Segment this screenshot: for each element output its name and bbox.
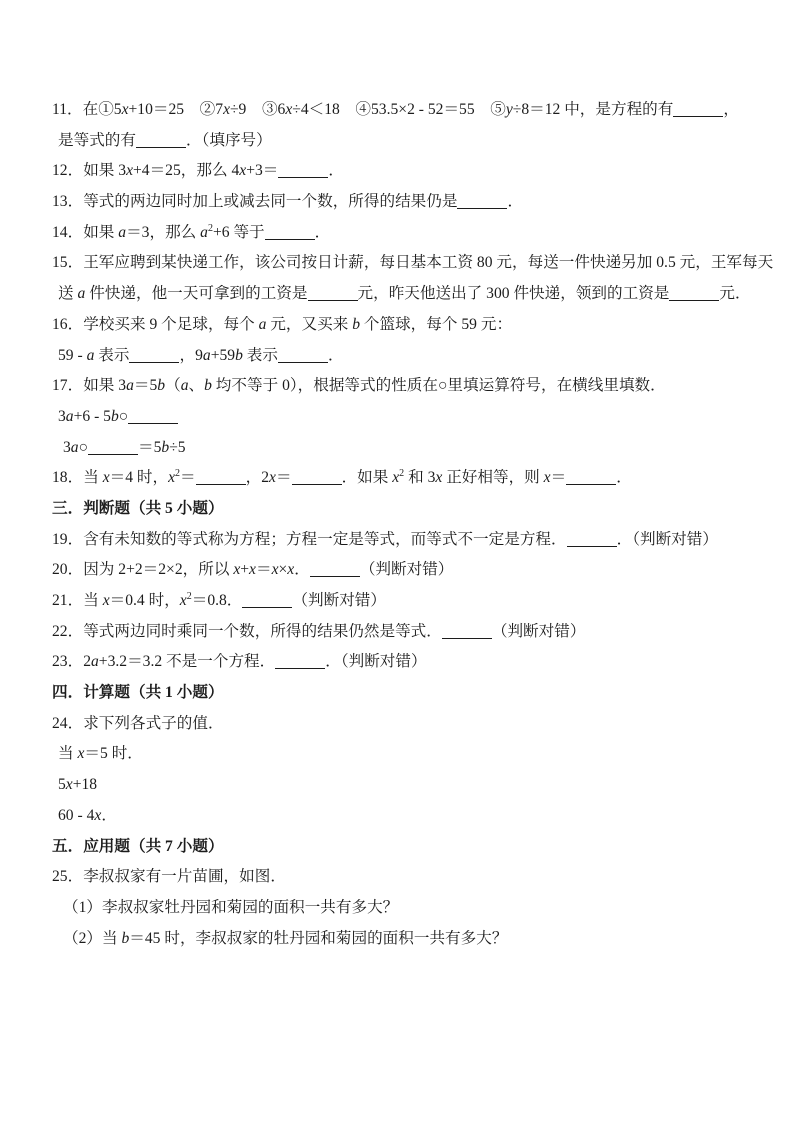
text-run: 59 - — [58, 346, 87, 364]
text-run: + — [240, 561, 250, 579]
text-run: ○ — [78, 438, 89, 456]
text-run: ． — [314, 223, 331, 241]
math-variable: a — [258, 315, 267, 333]
text-run: ． — [328, 162, 344, 180]
text-run: 5 — [58, 776, 66, 794]
math-variable: x — [94, 806, 102, 824]
text-run: ＝ — [180, 469, 196, 487]
superscript: 2 — [399, 468, 405, 480]
document-line — [0, 279, 793, 310]
math-variable: a — [77, 285, 86, 303]
text-run: +59 — [210, 346, 236, 364]
fill-in-blank — [242, 606, 292, 608]
fill-in-blank — [88, 453, 138, 455]
section-heading — [0, 678, 793, 709]
text-run: 13．等式的两边同时加上或减去同一个数，所得的结果仍是 — [52, 193, 458, 211]
superscript: 2 — [186, 590, 192, 602]
text-run: （ — [165, 377, 181, 395]
text-run: 和 3 — [404, 469, 436, 487]
text-run: ． — [294, 561, 310, 579]
math-variable: b — [157, 377, 166, 395]
document-line — [0, 248, 793, 279]
text-run: +18 — [72, 776, 98, 794]
text-run: ． — [507, 193, 524, 211]
math-variable: a — [180, 377, 189, 395]
fill-in-blank — [278, 361, 328, 363]
document-line — [0, 341, 793, 372]
text-run: ＝ — [550, 469, 567, 487]
text-run: 3 — [63, 438, 71, 456]
math-variable: b — [161, 438, 170, 456]
text-run: 元，又买来 — [266, 315, 353, 333]
document-line — [0, 156, 793, 187]
document-body — [0, 95, 793, 954]
document-line — [0, 617, 793, 648]
text-run: 元，昨天他送出了 300 件快递，领到的工资是 — [357, 285, 670, 303]
text-run: 3 — [58, 407, 66, 425]
text-run: ＝0.8． — [191, 592, 243, 609]
math-variable: x — [168, 469, 176, 487]
text-run: 正好相等，则 — [442, 469, 544, 487]
text-run: ÷4＜18 ④53.5×2 - 52＝55 ⑤ — [292, 101, 506, 118]
text-run: ＝0.4 时， — [109, 592, 180, 609]
document-line — [0, 95, 793, 126]
text-run: 21．当 — [52, 592, 103, 609]
math-variable: a — [65, 407, 74, 425]
text-run: ，9 — [179, 346, 203, 364]
text-run: 是等式的有 — [58, 131, 136, 149]
document-line — [0, 525, 793, 556]
section-heading — [0, 832, 793, 863]
text-run: 五．应用题（共 7 小题） — [52, 837, 224, 855]
text-run: 20．因为 2+2＝2×2，所以 — [52, 561, 234, 579]
document-line — [0, 739, 793, 770]
document-line — [0, 433, 793, 464]
text-run: （1）李叔叔家牡丹园和菊园的面积一共有多大？ — [63, 898, 399, 916]
math-variable: a — [91, 653, 99, 671]
text-run: ○ — [118, 407, 129, 425]
text-run: ＝5 时． — [84, 745, 143, 763]
text-run: 14．如果 — [52, 223, 119, 241]
document-line — [0, 126, 793, 157]
fill-in-blank — [128, 422, 178, 424]
fill-in-blank — [265, 238, 315, 240]
text-run: 23．2 — [52, 653, 91, 671]
text-run: ．（判断对错） — [325, 653, 427, 671]
math-variable: a — [202, 346, 211, 364]
text-run: 表示 — [94, 346, 130, 364]
text-run: 22．等式两边同时乘同一个数，所得的结果仍然是等式． — [52, 622, 442, 640]
math-variable: x — [65, 776, 73, 794]
text-run: ＝ — [255, 561, 272, 579]
text-run: 件快递，他一天可拿到的工资是 — [85, 285, 308, 303]
document-line — [0, 709, 793, 740]
superscript: 2 — [175, 468, 181, 480]
document-line — [0, 893, 793, 924]
text-run: ．（判断对错） — [616, 530, 718, 548]
document-line — [0, 555, 793, 586]
document-line — [0, 402, 793, 433]
text-run: ＝4 时， — [109, 469, 169, 487]
text-run: ＝5 — [138, 438, 162, 456]
text-run: × — [278, 561, 288, 579]
math-variable: x — [223, 101, 230, 118]
text-run: 19．含有未知数的等式称为方程；方程一定是等式，而等式不一定是方程． — [52, 530, 567, 548]
math-variable: x — [102, 469, 110, 487]
document-line — [0, 862, 793, 893]
text-run: 个篮球，每个 59 元： — [360, 315, 513, 333]
text-run: ÷9 ③6 — [230, 101, 286, 118]
math-variable: x — [269, 469, 276, 487]
text-run: ÷8＝12 中，是方程的有 — [512, 101, 674, 118]
math-variable: x — [179, 592, 187, 609]
fill-in-blank — [442, 637, 492, 639]
text-run: 60 - 4 — [58, 806, 95, 824]
math-variable: b — [121, 929, 130, 947]
text-run: ＝45 时，李叔叔家的牡丹园和菊园的面积一共有多大？ — [129, 929, 508, 947]
math-variable: a — [118, 223, 127, 241]
math-variable: b — [110, 407, 119, 425]
math-variable: x — [392, 469, 400, 487]
text-run: 三．判断题（共 5 小题） — [52, 499, 224, 517]
fill-in-blank — [310, 575, 360, 577]
text-run: 25．李叔叔家有一片苗圃，如图． — [52, 868, 286, 886]
text-run: 送 — [58, 285, 78, 303]
text-run: 15．王军应聘到某快递工作，该公司按日计薪，每日基本工资 80 元，每送一件快递另加 0.5 元，王军每天 — [52, 254, 774, 272]
text-run: +6 等于 — [212, 223, 265, 241]
text-run: ，2 — [245, 469, 270, 487]
text-run: 24．求下列各式子的值． — [52, 714, 224, 732]
document-line — [0, 371, 793, 402]
math-variable: a — [200, 223, 208, 241]
document-line — [0, 310, 793, 341]
fill-in-blank — [673, 115, 723, 117]
math-variable: x — [543, 469, 551, 487]
text-run: +6 - 5 — [73, 407, 111, 425]
text-run: 当 — [58, 745, 78, 763]
text-run: 12．如果 3 — [52, 162, 127, 180]
math-variable: x — [77, 745, 85, 763]
text-run: 16．学校买来 9 个足球，每个 — [52, 315, 259, 333]
text-run: ． — [616, 469, 632, 487]
text-run: 18．当 — [52, 469, 103, 487]
fill-in-blank — [136, 146, 186, 148]
text-run: ．（填序号） — [185, 131, 272, 149]
fill-in-blank — [275, 667, 325, 669]
text-run: 、 — [188, 377, 205, 395]
text-run: ． — [101, 806, 117, 824]
text-run: 元． — [719, 285, 751, 303]
document-line — [0, 770, 793, 801]
text-run: （2）当 — [63, 929, 122, 947]
fill-in-blank — [292, 483, 342, 485]
math-variable: x — [233, 561, 241, 579]
text-run: +3＝ — [246, 162, 279, 180]
document-line — [0, 647, 793, 678]
text-run: ， — [723, 101, 739, 118]
text-run: 17．如果 3 — [52, 377, 127, 395]
text-run: 四．计算题（共 1 小题） — [52, 684, 224, 702]
math-variable: b — [352, 315, 360, 333]
section-heading — [0, 494, 793, 525]
math-variable: b — [235, 346, 243, 364]
text-run: （判断对错） — [292, 592, 386, 609]
math-variable: x — [271, 561, 279, 579]
math-variable: x — [126, 162, 133, 180]
math-variable: a — [70, 438, 79, 456]
fill-in-blank — [567, 545, 617, 547]
math-variable: a — [126, 377, 134, 395]
superscript: 2 — [207, 222, 213, 234]
text-run: ＝5 — [133, 377, 158, 395]
text-run: ＝3，那么 — [126, 223, 201, 241]
fill-in-blank — [196, 483, 246, 485]
fill-in-blank — [669, 299, 719, 301]
math-variable: x — [285, 101, 293, 118]
fill-in-blank — [308, 299, 358, 301]
document-line — [0, 218, 793, 249]
math-variable: x — [102, 592, 110, 609]
text-run: （判断对错） — [491, 622, 586, 640]
text-run: +4＝25，那么 4 — [133, 162, 240, 180]
text-run: 11．在①5 — [52, 101, 122, 118]
math-variable: a — [86, 346, 95, 364]
math-variable: x — [287, 561, 295, 579]
document-line — [0, 187, 793, 218]
document-line — [0, 463, 793, 494]
document-line — [0, 586, 793, 617]
math-variable: b — [204, 377, 212, 395]
text-run: ＝ — [275, 469, 292, 487]
math-variable: x — [249, 561, 256, 579]
document-line — [0, 801, 793, 832]
text-run: （判断对错） — [359, 561, 454, 579]
text-run: +10＝25 ②7 — [128, 101, 224, 118]
text-run: +3.2＝3.2 不是一个方程． — [98, 653, 276, 671]
text-run: ． — [327, 346, 344, 364]
fill-in-blank — [457, 207, 507, 209]
math-variable: x — [121, 101, 129, 118]
fill-in-blank — [129, 361, 179, 363]
fill-in-blank — [566, 483, 616, 485]
text-run: 均不等于 0），根据等式的性质在○里填运算符号，在横线里填数． — [211, 377, 666, 395]
math-variable: x — [435, 469, 443, 487]
document-line — [0, 924, 793, 955]
text-run: 表示 — [242, 346, 278, 364]
text-run: ．如果 — [341, 469, 393, 487]
math-variable: x — [239, 162, 247, 180]
text-run: ÷5 — [169, 438, 186, 456]
fill-in-blank — [278, 176, 328, 178]
math-variable: y — [505, 101, 513, 118]
